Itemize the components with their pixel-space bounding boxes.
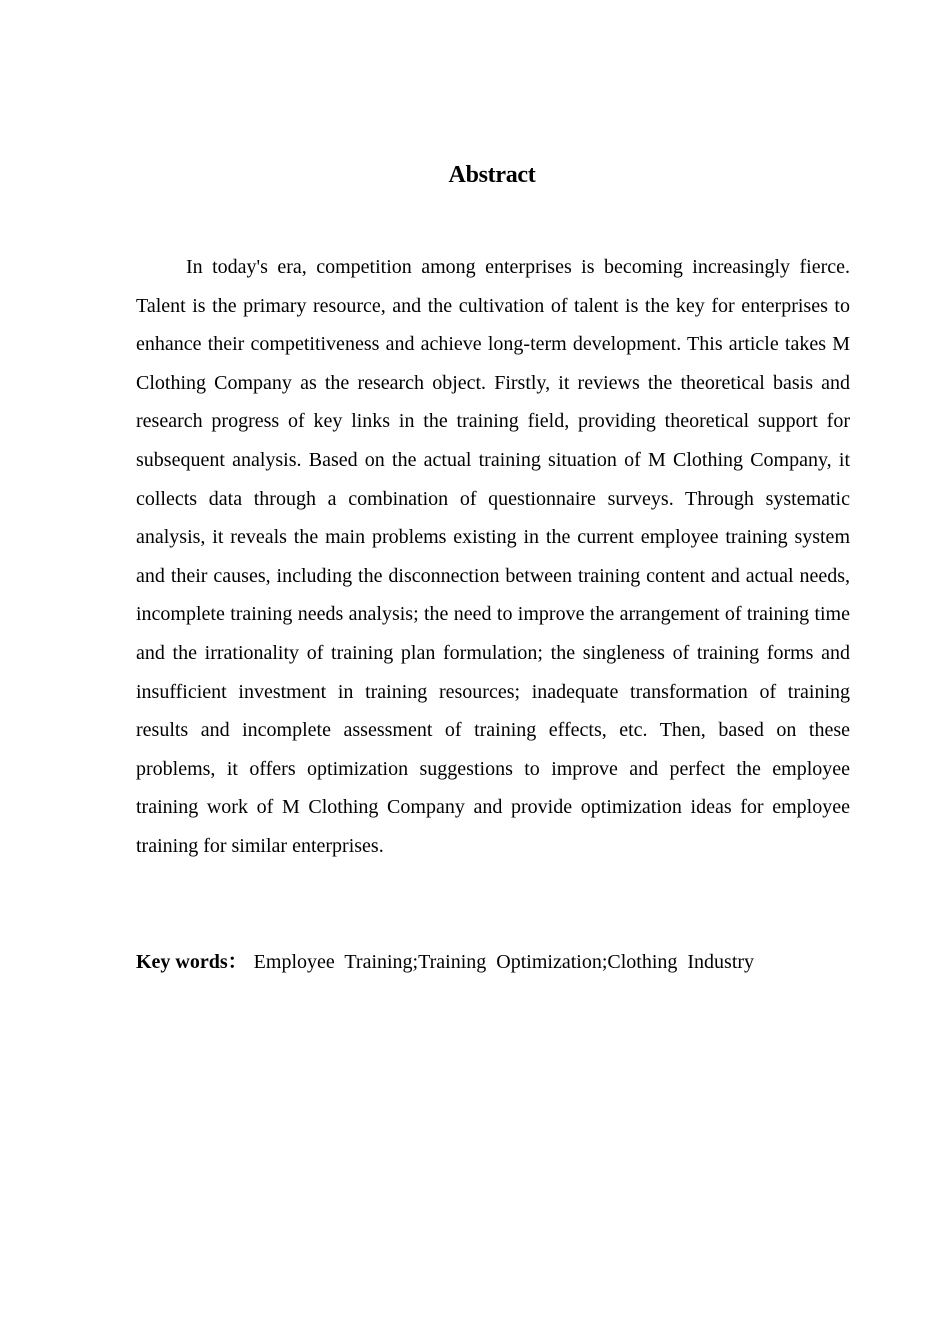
- keywords-label: Key words: [136, 951, 228, 973]
- abstract-body: In today's era, competition among enterprises is becoming increasingly fierce. Talent is the primary resource, and the cultivation of talent is the key for enterprises to enhance their competitiveness and achieve long-term development. This article takes M Clothing Company as the research object. Firstly, it reviews the theoretical basis and research progress of key links in the training field, providing theoretical support for subsequent analysis. Based on the actual training situation of M Clothing Company, it collects data through a combination of questionnaire surveys. Through systematic analysis, it reveals the main problems existing in the current employee training system and their causes, including the disconnection between training content and actual needs, incomplete training needs analysis; the need to improve the arrangement of training time and the irrationality of training plan formulation; the singleness of training forms and insufficient investment in training resources; inadequate transformation of training results and incomplete assessment of training effects, etc. Then, based on these problems, it offers optimization suggestions to improve and perfect the employee training work of M Clothing Company and provide optimization ideas for employee training for similar enterprises.: [136, 256, 850, 857]
- keywords-line: [136, 943, 850, 981]
- keywords-separator: ：: [227, 951, 248, 973]
- abstract-title: Abstract: [448, 162, 536, 188]
- keywords-value: Employee Training;Training Optimization;Clothing Industry: [253, 951, 755, 973]
